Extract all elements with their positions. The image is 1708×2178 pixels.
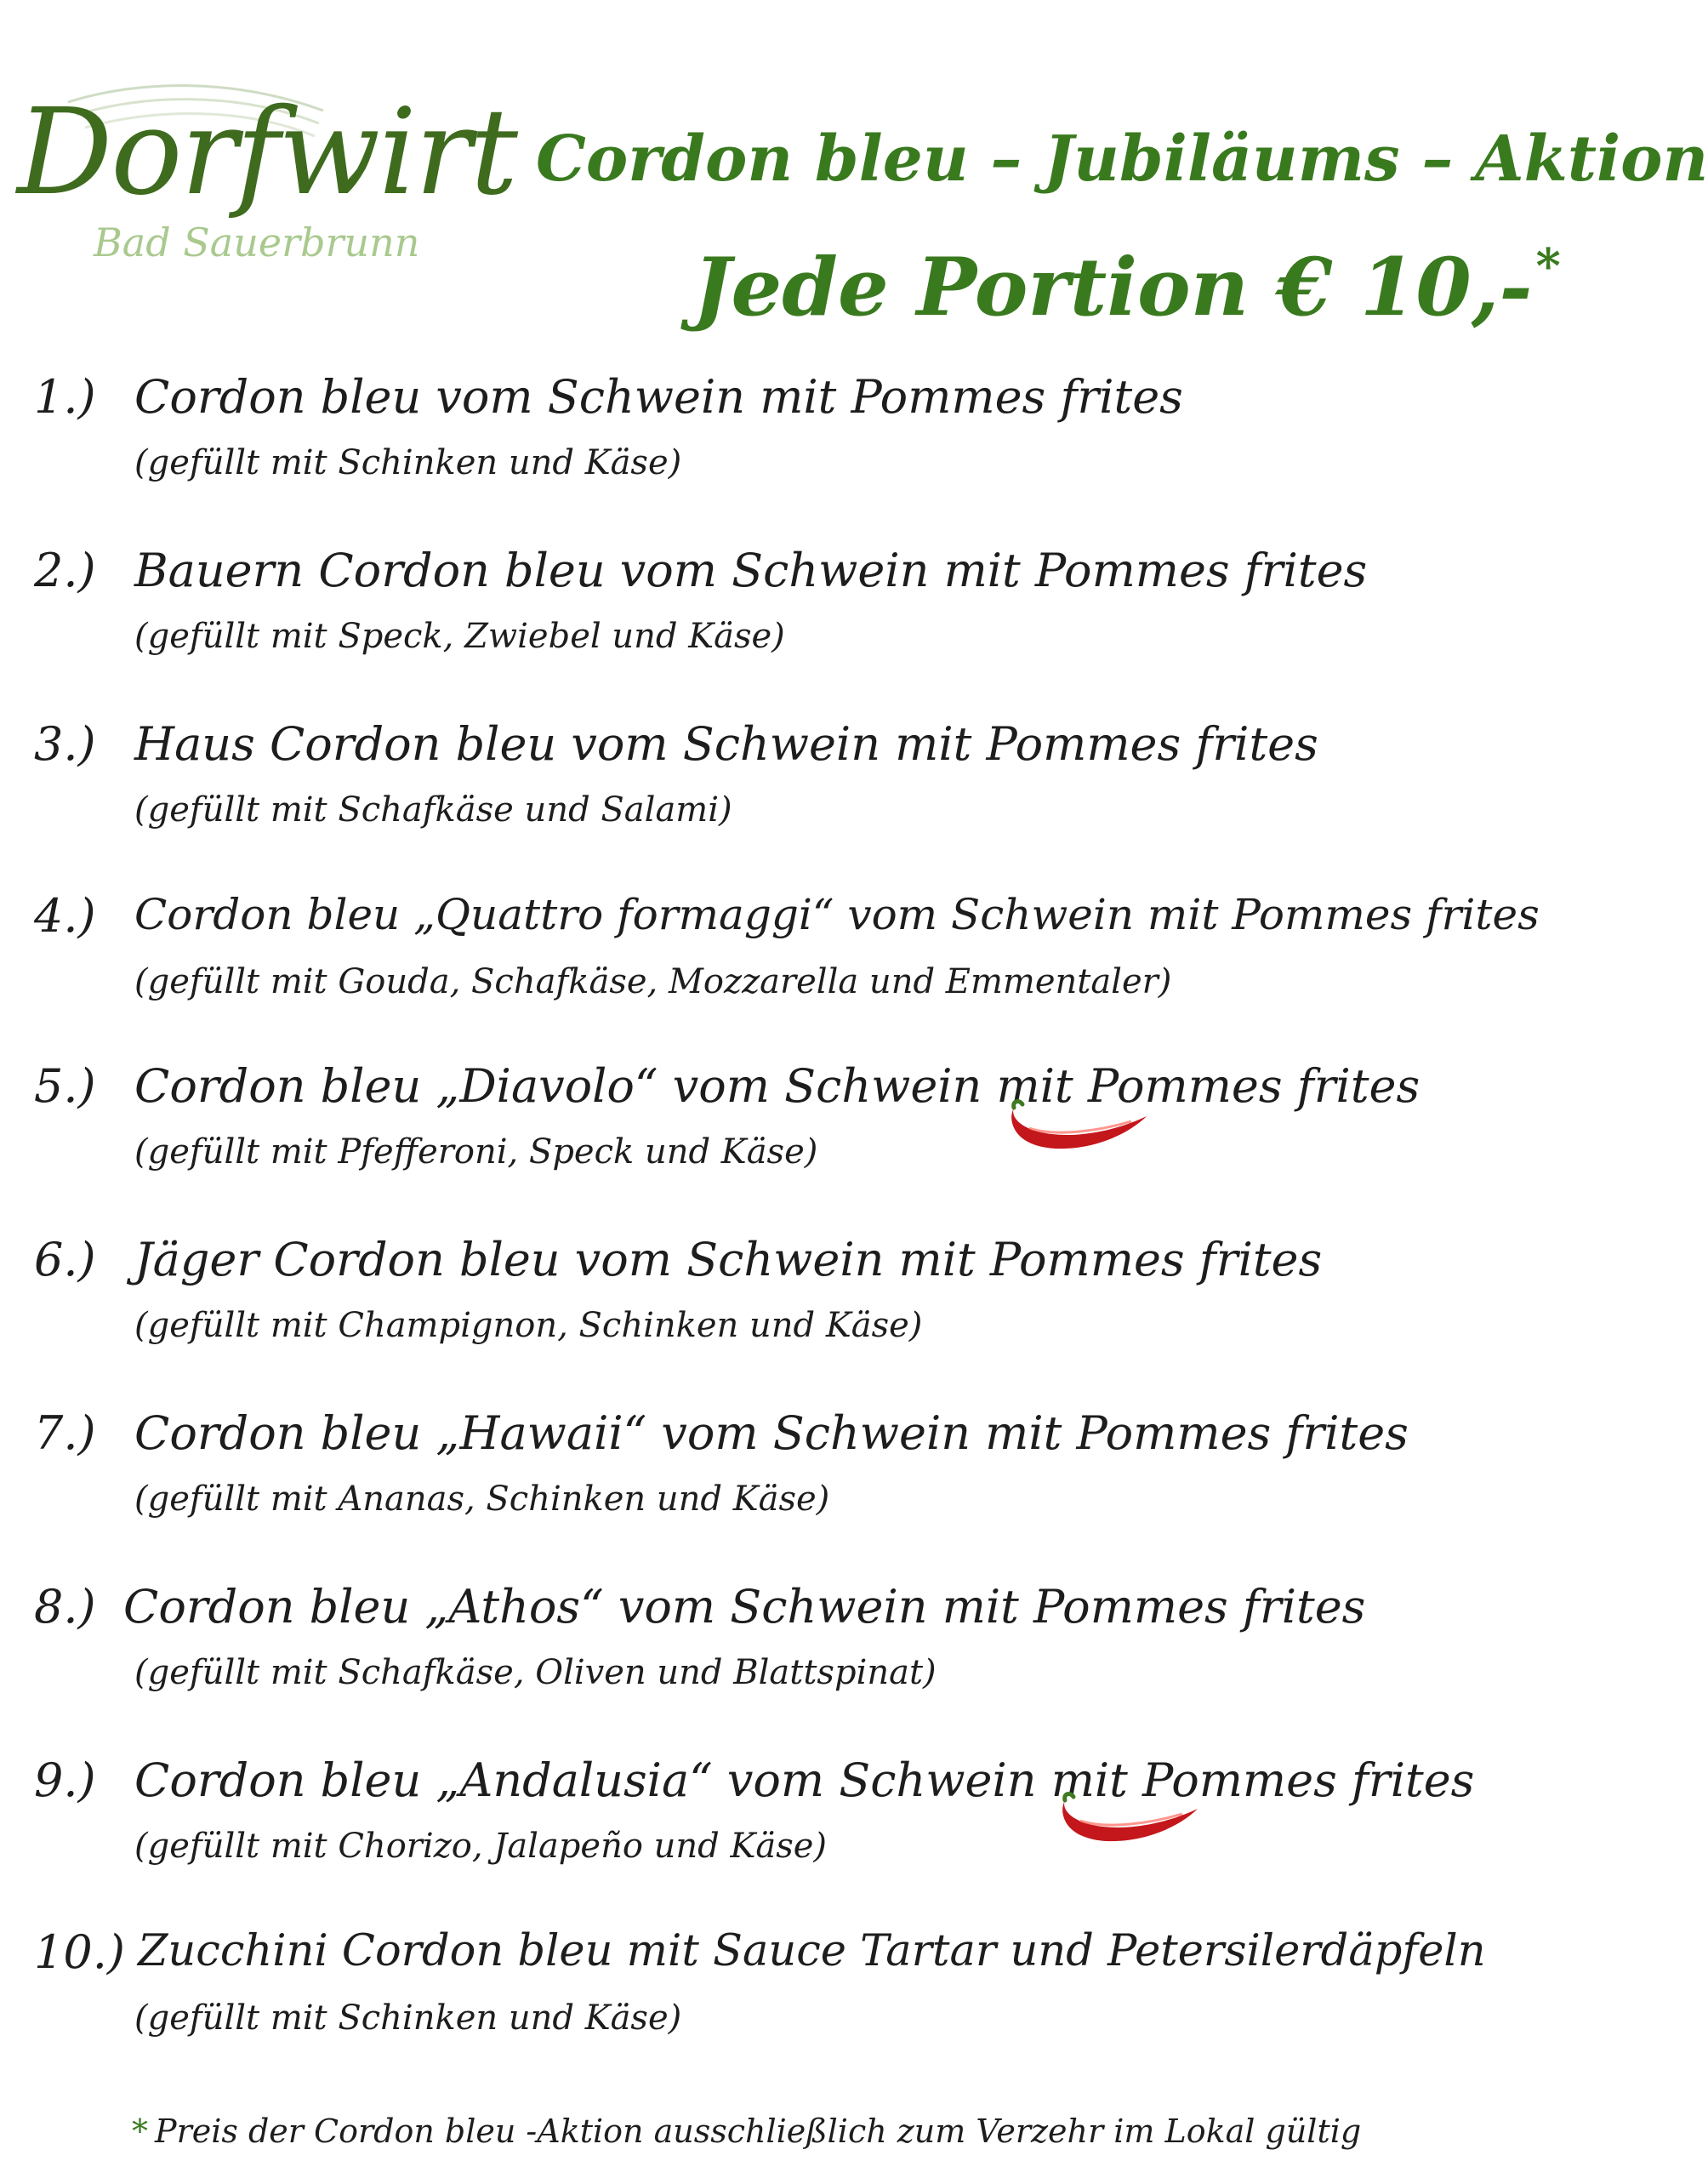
item-title: Cordon bleu „Quattro formaggi“ vom Schwein mit Pommes frites <box>134 890 1540 939</box>
logo-subtitle: Bad Sauerbrunn <box>94 220 420 265</box>
item-description: (gefüllt mit Gouda, Schafkäse, Mozzarella und Emmentaler) <box>134 962 1172 1001</box>
page-title: Cordon bleu – Jubiläums – Aktion <box>536 123 1708 196</box>
item-description: (gefüllt mit Schafkäse, Oliven und Blattspinat) <box>134 1653 937 1692</box>
price-footnote-marker: * <box>1535 238 1561 294</box>
item-title: Haus Cordon bleu vom Schwein mit Pommes frites <box>134 717 1318 771</box>
item-number: 7.) <box>34 1406 96 1460</box>
item-description: (gefüllt mit Speck, Zwiebel und Käse) <box>134 617 785 656</box>
item-title: Cordon bleu „Hawaii“ vom Schwein mit Pommes frites <box>134 1406 1409 1460</box>
item-title: Cordon bleu „Athos“ vom Schwein mit Pommes frites <box>123 1580 1366 1634</box>
item-description: (gefüllt mit Schafkäse und Salami) <box>134 790 732 830</box>
footnote-text: Preis der Cordon bleu -Aktion ausschließlich zum Verzehr im Lokal gültig <box>155 2112 1362 2150</box>
footnote <box>132 2112 1362 2150</box>
item-description: (gefüllt mit Schinken und Käse) <box>134 1998 682 2038</box>
item-title: Jäger Cordon bleu vom Schwein mit Pommes frites <box>134 1233 1323 1286</box>
item-number: 3.) <box>34 717 96 771</box>
item-number: 9.) <box>34 1753 96 1807</box>
item-number: 2.) <box>34 544 96 597</box>
item-title: Cordon bleu „Diavolo“ vom Schwein mit Pommes frites <box>134 1059 1420 1113</box>
item-description: (gefüllt mit Chorizo, Jalapeño und Käse) <box>134 1827 828 1866</box>
item-number: 5.) <box>34 1059 96 1113</box>
item-number: 10.) <box>34 1925 125 1979</box>
item-number: 6.) <box>34 1233 96 1286</box>
item-title: Zucchini Cordon bleu mit Sauce Tartar und Petersilerdäpfeln <box>138 1926 1486 1976</box>
item-description: (gefüllt mit Ananas, Schinken und Käse) <box>134 1480 830 1519</box>
logo-wordmark: Dorfwirt <box>17 83 517 222</box>
chili-pepper-icon <box>1004 1098 1157 1157</box>
item-title: Bauern Cordon bleu vom Schwein mit Pommes frites <box>134 544 1368 597</box>
price-text: Jede Portion € 10,- <box>693 241 1533 334</box>
footnote-marker: * <box>132 2112 148 2150</box>
item-number: 8.) <box>34 1580 96 1634</box>
item-description: (gefüllt mit Schinken und Käse) <box>134 443 682 482</box>
item-number: 4.) <box>34 889 96 943</box>
item-title: Cordon bleu vom Schwein mit Pommes frites <box>134 370 1183 424</box>
item-number: 1.) <box>34 370 96 424</box>
item-title: Cordon bleu „Andalusia“ vom Schwein mit Pommes frites <box>134 1753 1475 1807</box>
chili-pepper-icon <box>1055 1790 1208 1850</box>
item-description: (gefüllt mit Pfefferoni, Speck und Käse) <box>134 1132 818 1172</box>
item-description: (gefüllt mit Champignon, Schinken und Käse) <box>134 1306 923 1345</box>
